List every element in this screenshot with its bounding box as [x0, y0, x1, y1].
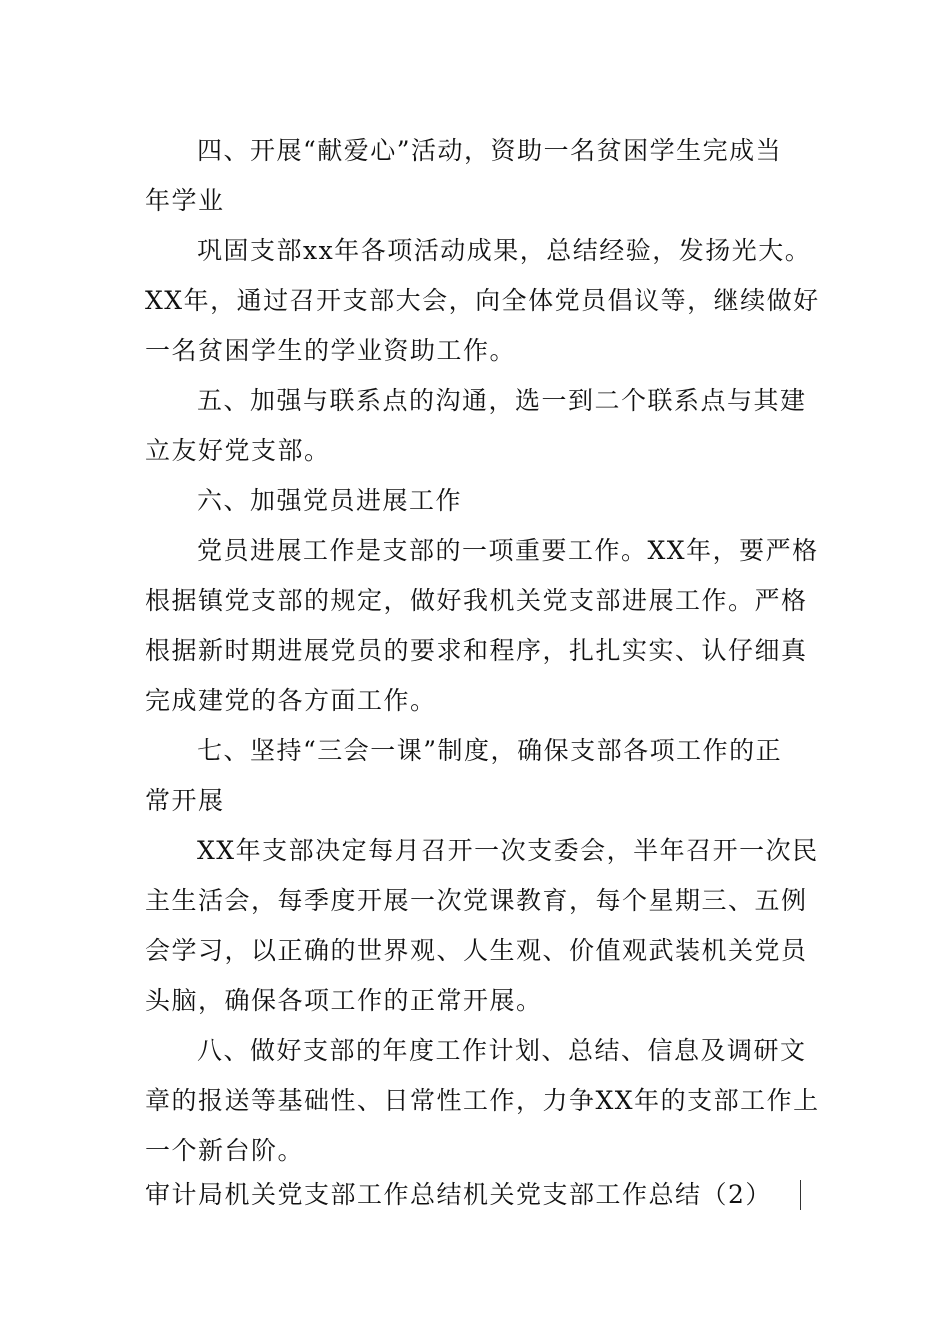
- document-footer: [145, 1170, 845, 1220]
- heading-item-5-cont: 立友好党支部。: [145, 436, 331, 465]
- paragraph-line: XX年支部决定每月召开一次支委会，半年召开一次民: [197, 836, 819, 865]
- footer-row: [145, 1170, 845, 1220]
- footer-title: 审计局机关党支部工作总结机关党支部工作总结（2）: [145, 1180, 772, 1209]
- paragraph-line: 根据镇党支部的规定，做好我机关党支部进展工作。严格: [145, 586, 808, 615]
- paragraph-line: 头脑，确保各项工作的正常开展。: [145, 986, 543, 1015]
- paragraph-line: 完成建党的各方面工作。: [145, 686, 437, 715]
- paragraph-line: 党员进展工作是支部的一项重要工作。XX年，要严格: [197, 536, 819, 565]
- heading-item-4-cont: 年学业: [145, 186, 225, 215]
- heading-item-5: 五、加强与联系点的沟通，选一到二个联系点与其建: [197, 386, 807, 415]
- paragraph-line: 一名贫困学生的学业资助工作。: [145, 336, 517, 365]
- heading-item-7-cont: 常开展: [145, 786, 225, 815]
- paragraph-line: 巩固支部xx年各项活动成果，总结经验，发扬光大。: [197, 236, 812, 265]
- document-body: [145, 126, 845, 1176]
- paragraph-line: 会学习，以正确的世界观、人生观、价值观武装机关党员: [145, 936, 808, 965]
- paragraph-line: 主生活会，每季度开展一次党课教育，每个星期三、五例: [145, 886, 808, 915]
- heading-item-8-cont: 一个新台阶。: [145, 1136, 305, 1165]
- heading-item-4: 四、开展“献爱心”活动，资助一名贫困学生完成当: [197, 136, 783, 165]
- heading-item-8-cont: 章的报送等基础性、日常性工作，力争XX年的支部工作上: [145, 1086, 820, 1115]
- paragraph-line: XX年，通过召开支部大会，向全体党员倡议等，继续做好: [145, 286, 820, 315]
- heading-item-6: 六、加强党员进展工作: [197, 486, 463, 515]
- heading-item-7: 七、坚持“三会一课”制度，确保支部各项工作的正: [197, 736, 783, 765]
- paragraph-line: 根据新时期进展党员的要求和程序，扎扎实实、认仔细真: [145, 636, 808, 665]
- heading-item-8: 八、做好支部的年度工作计划、总结、信息及调研文: [197, 1036, 807, 1065]
- footer-separator: [800, 1180, 801, 1210]
